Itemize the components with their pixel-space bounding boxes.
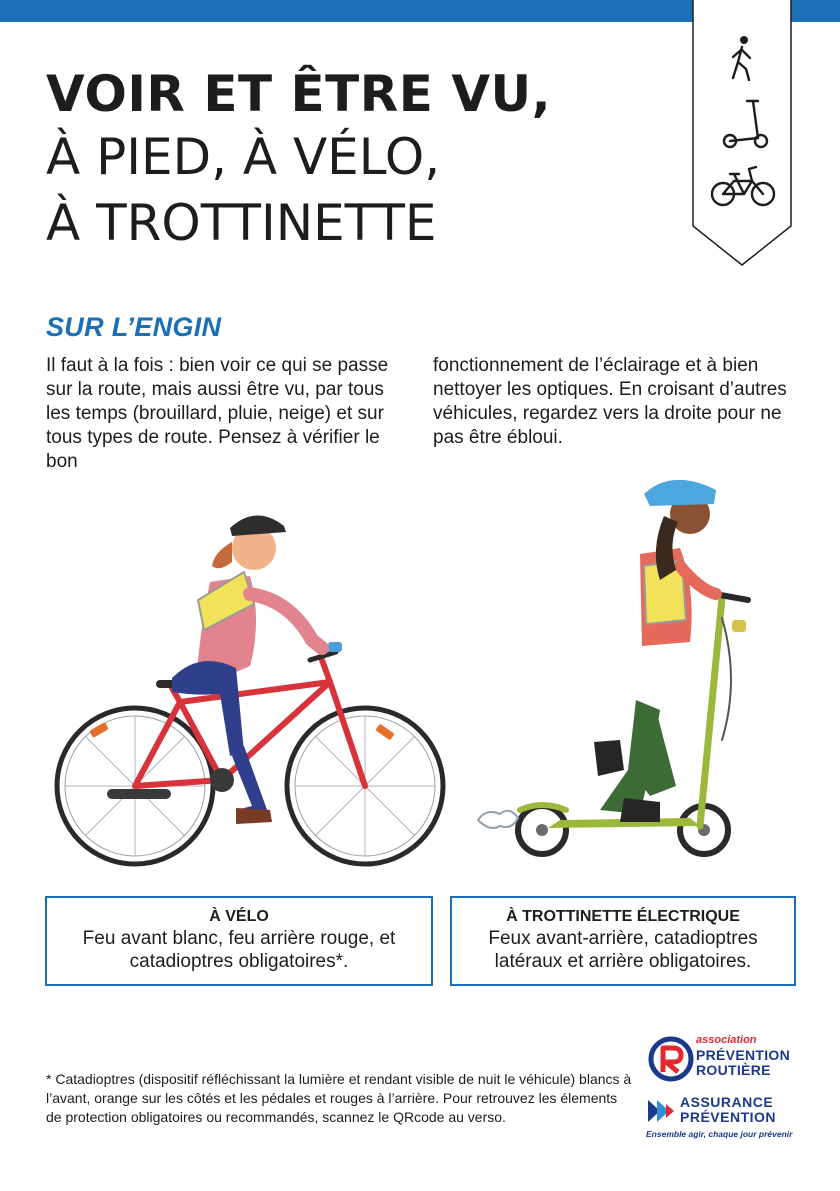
page-title [46, 64, 646, 256]
scooter-requirements-box [450, 896, 796, 986]
assurance-prevention-line-1: ASSURANCE [680, 1094, 774, 1110]
bike-box-title: À VÉLO [209, 908, 269, 925]
bike-requirements-box [45, 896, 433, 986]
prevention-routiere-logo [646, 1034, 806, 1084]
assurance-prevention-logo [646, 1094, 806, 1144]
prevention-routiere-mark-icon [648, 1036, 694, 1082]
assurance-prevention-line-2: PRÉVENTION [680, 1109, 777, 1125]
bike-box-text: Feu avant blanc, feu arrière rouge, et catadioptres obligatoires*. [82, 928, 396, 972]
intro-text-column-2: fonctionnement de l’éclairage et à bien nettoyer les optiques. En croisant d’autres véhicules, regardez vers la droite pour ne pas être ébloui. [433, 355, 787, 448]
scooter-box-title: À TROTTINETTE ÉLECTRIQUE [506, 908, 740, 925]
assurance-prevention-tagline: Ensemble agir, chaque jour prévenir [646, 1129, 793, 1139]
footnote: * Catadioptres (dispositif réfléchissant la lumière et rendant visible de nuit le véhicule) blancs à l’avant, orange sur les côtés et les pédales et rouges à l’arrière. Pour retrouvez les élements de protection obligatoires ou recommandés, scannez le QRcode au verso. [46, 1071, 632, 1125]
illustration [0, 470, 840, 870]
scooter-box-text: Feux avant-arrière, catadioptres latéraux et arrière obligatoires. [488, 928, 758, 972]
cyclist-illustration [57, 515, 443, 864]
section-title: SUR L’ENGIN [46, 312, 222, 342]
mode-ribbon [692, 0, 792, 266]
intro-text-column-1: Il faut à la fois : bien voir ce qui se passe sur la route, mais aussi être vu, par tous les temps (brouillard, pluie, neige) et sur tous types de route. Pensez à vérifier le bon [46, 355, 389, 472]
title-line-2: À PIED, À VÉLO, [46, 128, 441, 186]
prevention-routiere-line-1: association [696, 1034, 757, 1046]
assurance-prevention-mark-icon [646, 1096, 676, 1126]
prevention-routiere-line-2: PRÉVENTION [696, 1047, 791, 1063]
scooter-rider-illustration [478, 480, 748, 854]
title-line-3: À TROTTINETTE [46, 194, 437, 252]
prevention-routiere-line-3: ROUTIÈRE [696, 1062, 771, 1078]
title-line-1: VOIR ET ÊTRE VU, [46, 65, 552, 123]
